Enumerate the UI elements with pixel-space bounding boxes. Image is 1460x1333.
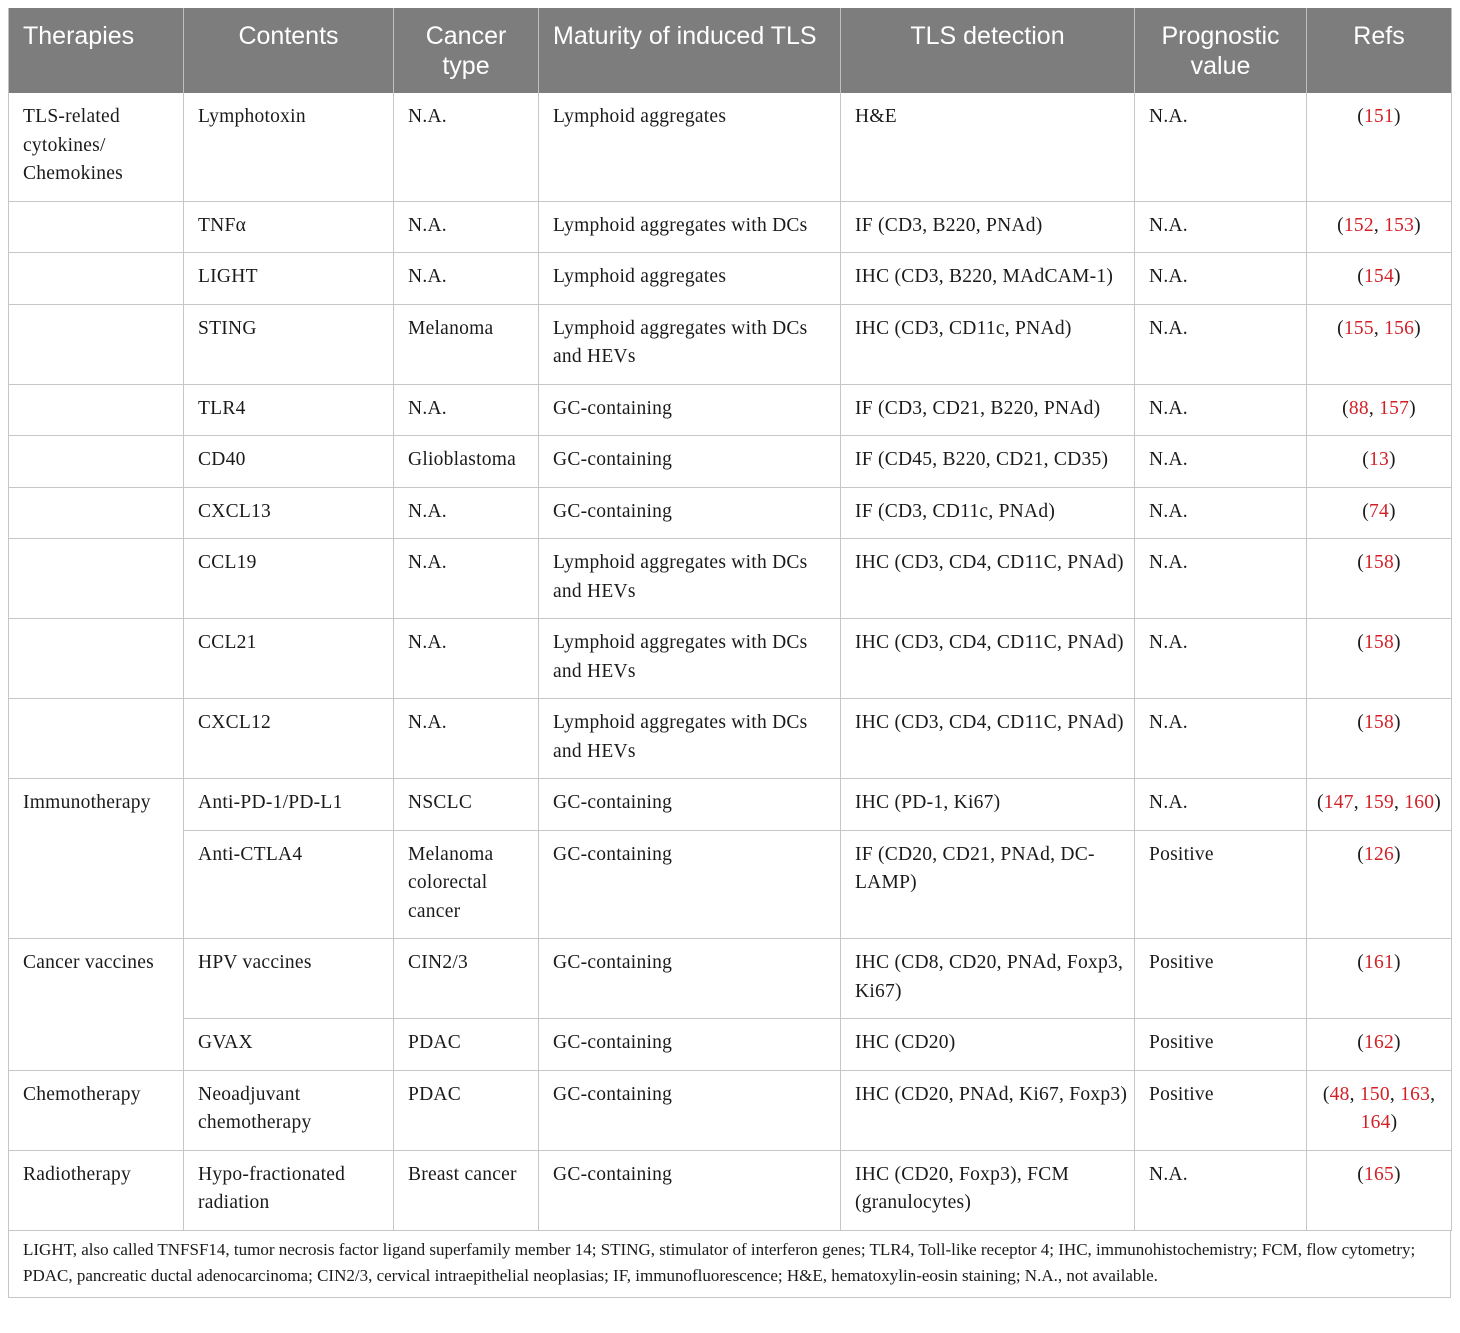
therapy-cell: [9, 539, 184, 619]
content-cell: CD40: [184, 436, 394, 488]
detection-cell: IHC (CD8, CD20, PNAd, Foxp3, Ki67): [841, 939, 1135, 1019]
therapy-cell: [9, 1019, 184, 1071]
therapy-cell: [9, 699, 184, 779]
cancer-type-cell: N.A.: [394, 619, 539, 699]
table-row: [9, 93, 1452, 201]
refs-cell: (165): [1307, 1150, 1452, 1230]
content-cell: Anti-PD-1/PD-L1: [184, 779, 394, 831]
refs-cell: (162): [1307, 1019, 1452, 1071]
reference-link[interactable]: 158: [1364, 552, 1394, 573]
content-cell: HPV vaccines: [184, 939, 394, 1019]
detection-cell: IF (CD3, B220, PNAd): [841, 201, 1135, 253]
header-therapies: Therapies: [9, 8, 184, 93]
reference-link[interactable]: 159: [1364, 792, 1394, 813]
maturity-cell: GC-containing: [539, 384, 841, 436]
cancer-type-cell: CIN2/3: [394, 939, 539, 1019]
cancer-type-cell: Melanoma colorectal cancer: [394, 830, 539, 939]
refs-cell: (151): [1307, 93, 1452, 201]
detection-cell: IHC (CD3, CD4, CD11C, PNAd): [841, 539, 1135, 619]
prognostic-cell: Positive: [1135, 830, 1307, 939]
therapy-cell: TLS-related cytokines/ Chemokines: [9, 93, 184, 201]
header-tls-detection: TLS detection: [841, 8, 1135, 93]
content-cell: CCL19: [184, 539, 394, 619]
reference-link[interactable]: 155: [1343, 317, 1374, 339]
detection-cell: IHC (CD3, B220, MAdCAM-1): [841, 253, 1135, 305]
reference-link[interactable]: 153: [1384, 214, 1415, 236]
maturity-cell: GC-containing: [539, 487, 841, 539]
reference-link[interactable]: 48: [1329, 1083, 1350, 1105]
refs-cell: (147, 159, 160): [1307, 779, 1452, 831]
reference-link[interactable]: 150: [1359, 1083, 1390, 1105]
content-cell: TLR4: [184, 384, 394, 436]
prognostic-cell: N.A.: [1135, 93, 1307, 201]
refs-cell: (161): [1307, 939, 1452, 1019]
content-cell: LIGHT: [184, 253, 394, 305]
reference-link[interactable]: 147: [1323, 792, 1354, 813]
maturity-cell: Lymphoid aggregates with DCs: [539, 201, 841, 253]
prognostic-cell: N.A.: [1135, 201, 1307, 253]
maturity-cell: Lymphoid aggregates with DCs and HEVs: [539, 619, 841, 699]
reference-link[interactable]: 151: [1364, 106, 1394, 127]
therapy-cell: [9, 253, 184, 305]
table-row: [9, 201, 1452, 253]
reference-link[interactable]: 13: [1369, 449, 1389, 470]
prognostic-cell: Positive: [1135, 939, 1307, 1019]
header-maturity: Maturity of induced TLS: [539, 8, 841, 93]
header-contents: Contents: [184, 8, 394, 93]
prognostic-cell: N.A.: [1135, 384, 1307, 436]
cancer-type-cell: N.A.: [394, 253, 539, 305]
detection-cell: IHC (CD20, PNAd, Ki67, Foxp3): [841, 1070, 1135, 1150]
content-cell: Anti-CTLA4: [184, 830, 394, 939]
refs-cell: (158): [1307, 699, 1452, 779]
reference-link[interactable]: 152: [1343, 214, 1374, 236]
reference-link[interactable]: 126: [1364, 843, 1394, 865]
therapy-cell: [9, 487, 184, 539]
maturity-cell: GC-containing: [539, 830, 841, 939]
cancer-type-cell: PDAC: [394, 1019, 539, 1071]
detection-cell: IHC (CD3, CD11c, PNAd): [841, 304, 1135, 384]
table-row: [9, 699, 1452, 779]
refs-cell: (158): [1307, 539, 1452, 619]
detection-cell: IF (CD3, CD21, B220, PNAd): [841, 384, 1135, 436]
maturity-cell: Lymphoid aggregates: [539, 93, 841, 201]
therapy-cell: [9, 830, 184, 939]
detection-cell: IF (CD20, CD21, PNAd, DC-LAMP): [841, 830, 1135, 939]
prognostic-cell: N.A.: [1135, 436, 1307, 488]
reference-link[interactable]: 74: [1369, 500, 1389, 522]
maturity-cell: GC-containing: [539, 1150, 841, 1230]
reference-link[interactable]: 157: [1379, 397, 1410, 419]
table-row: [9, 304, 1452, 384]
therapy-cell: [9, 619, 184, 699]
refs-cell: (74): [1307, 487, 1452, 539]
reference-link[interactable]: 160: [1404, 792, 1435, 813]
prognostic-cell: N.A.: [1135, 539, 1307, 619]
table-row: [9, 539, 1452, 619]
maturity-cell: GC-containing: [539, 1070, 841, 1150]
maturity-cell: Lymphoid aggregates with DCs and HEVs: [539, 304, 841, 384]
table-row: [9, 253, 1452, 305]
refs-cell: (155, 156): [1307, 304, 1452, 384]
detection-cell: IHC (CD3, CD4, CD11C, PNAd): [841, 619, 1135, 699]
table-row: [9, 830, 1452, 939]
therapy-cell: Immunotherapy: [9, 779, 184, 831]
detection-cell: IHC (CD20, Foxp3), FCM (granulocytes): [841, 1150, 1135, 1230]
header-prognostic-value: Prognostic value: [1135, 8, 1307, 93]
reference-link[interactable]: 165: [1364, 1163, 1394, 1185]
content-cell: Neoadjuvant chemotherapy: [184, 1070, 394, 1150]
reference-link[interactable]: 162: [1364, 1032, 1394, 1053]
refs-cell: (88, 157): [1307, 384, 1452, 436]
cancer-type-cell: N.A.: [394, 539, 539, 619]
detection-cell: IF (CD3, CD11c, PNAd): [841, 487, 1135, 539]
therapy-cell: [9, 304, 184, 384]
table-body: [9, 93, 1452, 1230]
table-container: [8, 8, 1451, 1298]
content-cell: GVAX: [184, 1019, 394, 1071]
content-cell: TNFα: [184, 201, 394, 253]
therapy-cell: [9, 384, 184, 436]
therapy-cell: Cancer vaccines: [9, 939, 184, 1019]
prognostic-cell: N.A.: [1135, 779, 1307, 831]
cancer-type-cell: Melanoma: [394, 304, 539, 384]
maturity-cell: GC-containing: [539, 939, 841, 1019]
refs-cell: (152, 153): [1307, 201, 1452, 253]
prognostic-cell: N.A.: [1135, 619, 1307, 699]
table-row: [9, 1019, 1452, 1071]
reference-link[interactable]: 161: [1364, 952, 1394, 973]
cancer-type-cell: Glioblastoma: [394, 436, 539, 488]
prognostic-cell: N.A.: [1135, 487, 1307, 539]
detection-cell: IHC (PD-1, Ki67): [841, 779, 1135, 831]
therapies-table: [8, 8, 1452, 1231]
reference-link[interactable]: 154: [1364, 266, 1394, 287]
table-row: [9, 1070, 1452, 1150]
detection-cell: H&E: [841, 93, 1135, 201]
cancer-type-cell: NSCLC: [394, 779, 539, 831]
content-cell: Hypo-fractionated radiation: [184, 1150, 394, 1230]
therapy-cell: [9, 436, 184, 488]
table-row: [9, 939, 1452, 1019]
maturity-cell: GC-containing: [539, 1019, 841, 1071]
table-row: [9, 384, 1452, 436]
refs-cell: (154): [1307, 253, 1452, 305]
reference-link[interactable]: 88: [1348, 397, 1369, 419]
cancer-type-cell: N.A.: [394, 201, 539, 253]
maturity-cell: Lymphoid aggregates with DCs and HEVs: [539, 699, 841, 779]
cancer-type-cell: PDAC: [394, 1070, 539, 1150]
reference-link[interactable]: 156: [1384, 317, 1415, 339]
header-cancer-type: Cancer type: [394, 8, 539, 93]
cancer-type-cell: N.A.: [394, 93, 539, 201]
content-cell: Lymphotoxin: [184, 93, 394, 201]
reference-link[interactable]: 164: [1360, 1112, 1391, 1133]
cancer-type-cell: N.A.: [394, 384, 539, 436]
maturity-cell: GC-containing: [539, 779, 841, 831]
prognostic-cell: N.A.: [1135, 699, 1307, 779]
content-cell: CXCL12: [184, 699, 394, 779]
prognostic-cell: Positive: [1135, 1019, 1307, 1071]
table-row: [9, 1150, 1452, 1230]
header-row: [9, 8, 1452, 93]
content-cell: STING: [184, 304, 394, 384]
refs-cell: (126): [1307, 830, 1452, 939]
maturity-cell: Lymphoid aggregates: [539, 253, 841, 305]
cancer-type-cell: N.A.: [394, 487, 539, 539]
therapy-cell: Radiotherapy: [9, 1150, 184, 1230]
reference-link[interactable]: 163: [1400, 1083, 1431, 1105]
refs-cell: (48, 150, 163, 164): [1307, 1070, 1452, 1150]
maturity-cell: Lymphoid aggregates with DCs and HEVs: [539, 539, 841, 619]
detection-cell: IHC (CD20): [841, 1019, 1135, 1071]
reference-link[interactable]: 158: [1364, 632, 1394, 653]
table-row: [9, 779, 1452, 831]
table-footnote: LIGHT, also called TNFSF14, tumor necrosis factor ligand superfamily member 14; STING, stimulator of interferon genes; TLR4, Toll-like receptor 4; IHC, immunohistochemistry; FCM, flow cytometry; PDAC, pancreatic ductal adenocarcinoma; CIN2/3, cervical intraepithelial neoplasias; IF, immunofluorescence; H&E, hematoxylin-eosin staining; N.A., not available.: [8, 1231, 1451, 1298]
content-cell: CCL21: [184, 619, 394, 699]
table-row: [9, 619, 1452, 699]
cancer-type-cell: N.A.: [394, 699, 539, 779]
refs-cell: (13): [1307, 436, 1452, 488]
prognostic-cell: N.A.: [1135, 253, 1307, 305]
detection-cell: IF (CD45, B220, CD21, CD35): [841, 436, 1135, 488]
prognostic-cell: N.A.: [1135, 304, 1307, 384]
table-row: [9, 436, 1452, 488]
prognostic-cell: N.A.: [1135, 1150, 1307, 1230]
header-refs: Refs: [1307, 8, 1452, 93]
detection-cell: IHC (CD3, CD4, CD11C, PNAd): [841, 699, 1135, 779]
cancer-type-cell: Breast cancer: [394, 1150, 539, 1230]
table-row: [9, 487, 1452, 539]
reference-link[interactable]: 158: [1364, 712, 1394, 733]
content-cell: CXCL13: [184, 487, 394, 539]
therapy-cell: [9, 201, 184, 253]
refs-cell: (158): [1307, 619, 1452, 699]
maturity-cell: GC-containing: [539, 436, 841, 488]
prognostic-cell: Positive: [1135, 1070, 1307, 1150]
therapy-cell: Chemotherapy: [9, 1070, 184, 1150]
